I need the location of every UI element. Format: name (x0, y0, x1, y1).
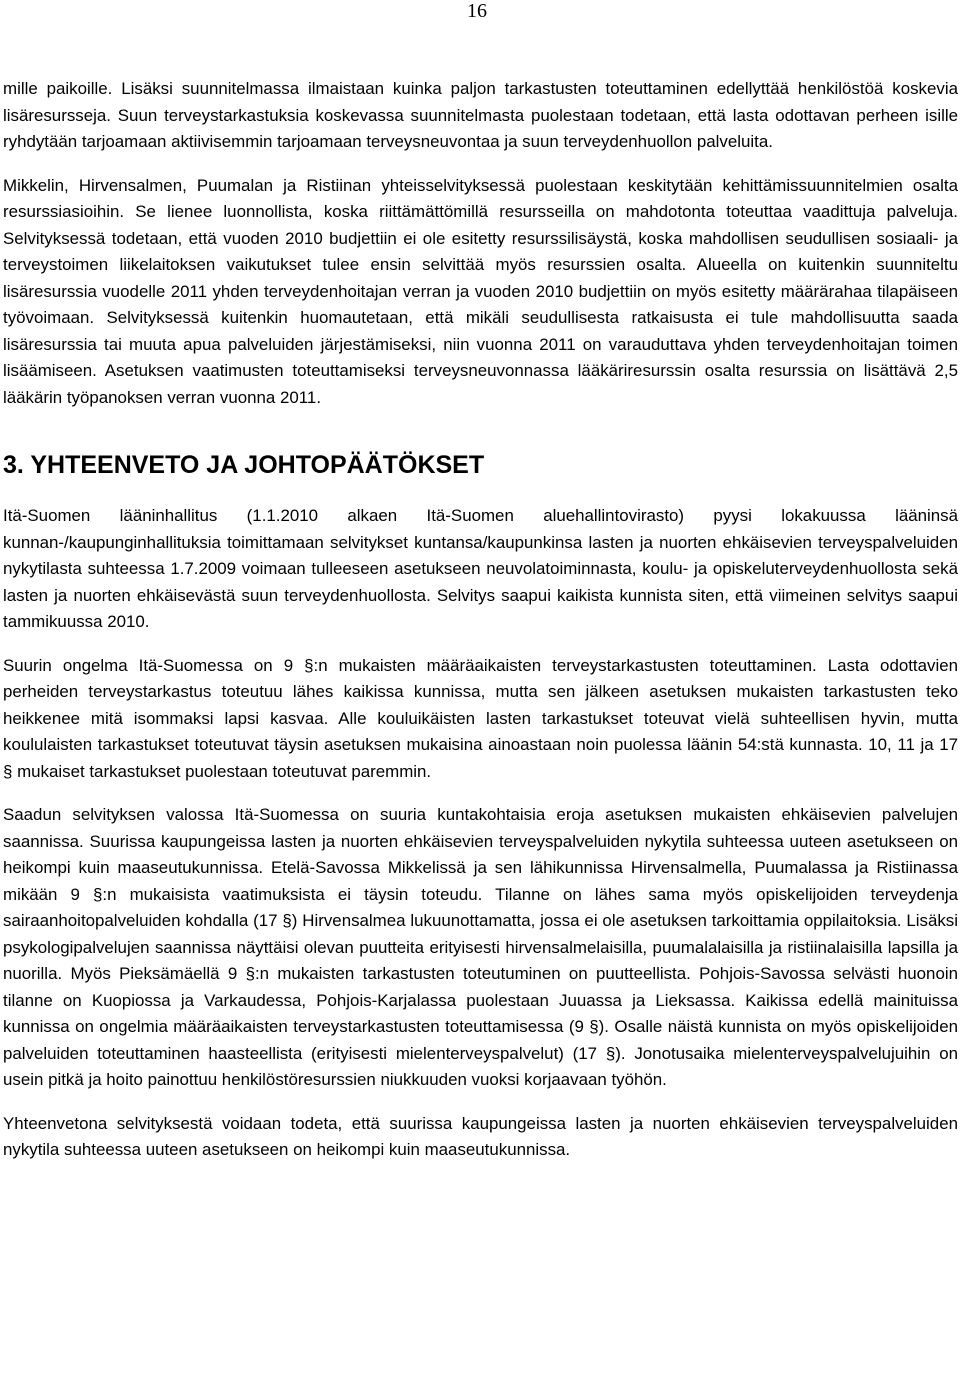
section-heading: 3. YHTEENVETO JA JOHTOPÄÄTÖKSET (3, 451, 485, 479)
paragraph-planning-resources: mille paikoille. Lisäksi suunnitelmassa ilmaistaan kuinka paljon tarkastusten toteuttaminen edellyttää henkilöstöä koskevia lisäresursseja. Suun terveystarkastuksia koskevassa suunnitelmasta puolestaan todetaan, että lasta odottavan perheen isille ryhdytään tarjoamaan aktiivisemmin tarjoamaan terveysneuvontaa ja suun terveydenhuollon palveluita. (3, 79, 958, 151)
document-body (3, 76, 958, 1164)
paragraph-provincial-survey: Itä-Suomen lääninhallitus (1.1.2010 alkaen Itä-Suomen aluehallintovirasto) pyysi lokakuussa lääninsä kunnan-/kaupunginhallituksia toimittamaan selvitykset kuntansa/kaupunkinsa lasten ja nuorten ehkäisevien terveyspalveluiden nykytilasta suhteessa 1.7.2009 voimaan tulleeseen asetukseen neuvolatoiminnasta, koulu- ja opiskeluterveydenhuollosta sekä lasten ja nuorten ehkäisevästä suun terveydenhuollosta. Selvitys saapui kaikista kunnista siten, että viimeinen selvitys saapui tammikuussa 2010. (3, 506, 958, 631)
page-number: 16 (467, 0, 487, 22)
paragraph-municipal-differences: Saadun selvityksen valossa Itä-Suomessa on suuria kuntakohtaisia eroja asetuksen mukaisten ehkäisevien palvelujen saannissa. Suurissa kaupungeissa lasten ja nuorten ehkäisevien terveyspalveluiden nykytila suhteessa uuteen asetukseen on heikompi kuin maaseutukunnissa. Etelä-Savossa Mikkelissä ja sen lähikunnissa Hirvensalmella, Puumalassa ja Ristiinassa mikään 9 §:n mukaisista vaatimuksista ei täysin toteudu. Tilanne on lähes sama myös opiskelijoiden terveydenja sairaanhoitopalveluiden kohdalla (17 §) Hirvensalmea lukuunottamatta, jossa ei ole asetuksen tarkoittamia oppilaitoksia. Lisäksi psykologipalvelujen saannissa näyttäisi olevan puutteita erityisesti hirvensalmelaisilla, puumalalaisilla ja ristiinalaisilla lapsilla ja nuorilla. Myös Pieksämäellä 9 §:n mukaisten tarkastusten toteutuminen on puutteellista. Pohjois-Savossa selvästi huonoin tilanne on Kuopiossa ja Varkaudessa, Pohjois-Karjalassa puolestaan Juuassa ja Lieksassa. Kaikissa edellä mainituissa kunnissa on ongelmia määräaikaisten terveystarkastusten toteuttamisessa (9 §). Osalle näistä kunnista on myös opiskelijoiden palveluiden toteuttaminen haasteellista (erityisesti mielenterveyspalvelut) (17 §). Jonotusaika mielenterveyspalvelujuihin on usein pitkä ja hoito painottuu henkilöstöresurssien niukkuuden vuoksi korjaavaan työhön. (3, 805, 958, 1089)
paragraph-main-problem: Suurin ongelma Itä-Suomessa on 9 §:n mukaisten määräaikaisten terveystarkastusten toteuttaminen. Lasta odottavien perheiden terveystarkastus toteutuu lähes kaikissa kunnissa, mutta sen jälkeen asetuksen mukaisten tarkastusten teko heikkenee mitä isommaksi lapsi kasvaa. Alle kouluikäisten lasten tarkastukset toteuvat vielä suhteellisen hyvin, mutta koululaisten tarkastukset toteutuvat täysin asetuksen mukaisina ainoastaan noin puolessa läänin 54:stä kunnasta. 10, 11 ja 17 § mukaiset tarkastukset puolestaan toteutuvat paremmin. (3, 655, 958, 781)
paragraph-summary: Yhteenvetona selvityksestä voidaan todeta, että suurissa kaupungeissa lasten ja nuorten ehkäisevien terveyspalveluiden nykytila suhteessa uuteen asetukseen on heikompi kuin maaseutukunnissa. (3, 1113, 958, 1159)
paragraph-joint-survey: Mikkelin, Hirvensalmen, Puumalan ja Ristiinan yhteisselvityksessä puolestaan keskitytään kehittämissuunnitelmien osalta resurssiasioihin. Se lienee luonnollista, koska riittämättömillä resursseilla on mahdotonta toteuttaa vaadittuja palveluja. Selvityksessä todetaan, että vuoden 2010 budjettiin ei ole esitetty resurssilisäystä, koska mahdollisen seudullisen sosiaali- ja terveystoimen liikelaitoksen vaikutukset tulee ensin selvittää myös resurssien osalta. Alueella on kuitenkin suunniteltu lisäresurssia vuodelle 2011 yhden terveydenhoitajan verran ja vuoden 2010 budjettiin on myös esitetty määrärahaa tilapäiseen työvoimaan. Selvityksessä kuitenkin huomautetaan, että mikäli seudullisesta ratkaisusta ei tule mahdollisuutta saada lisäresurssia tai muuta apua palveluiden järjestämiseksi, niin vuonna 2011 on varauduttava yhden terveydenhoitajan toimen lisäämiseen. Asetuksen vaatimusten toteuttamiseksi terveysneuvonnassa lääkäriresurssin osalta resurssia on lisättävä 2,5 lääkärin työpanoksen verran vuonna 2011. (3, 175, 958, 407)
